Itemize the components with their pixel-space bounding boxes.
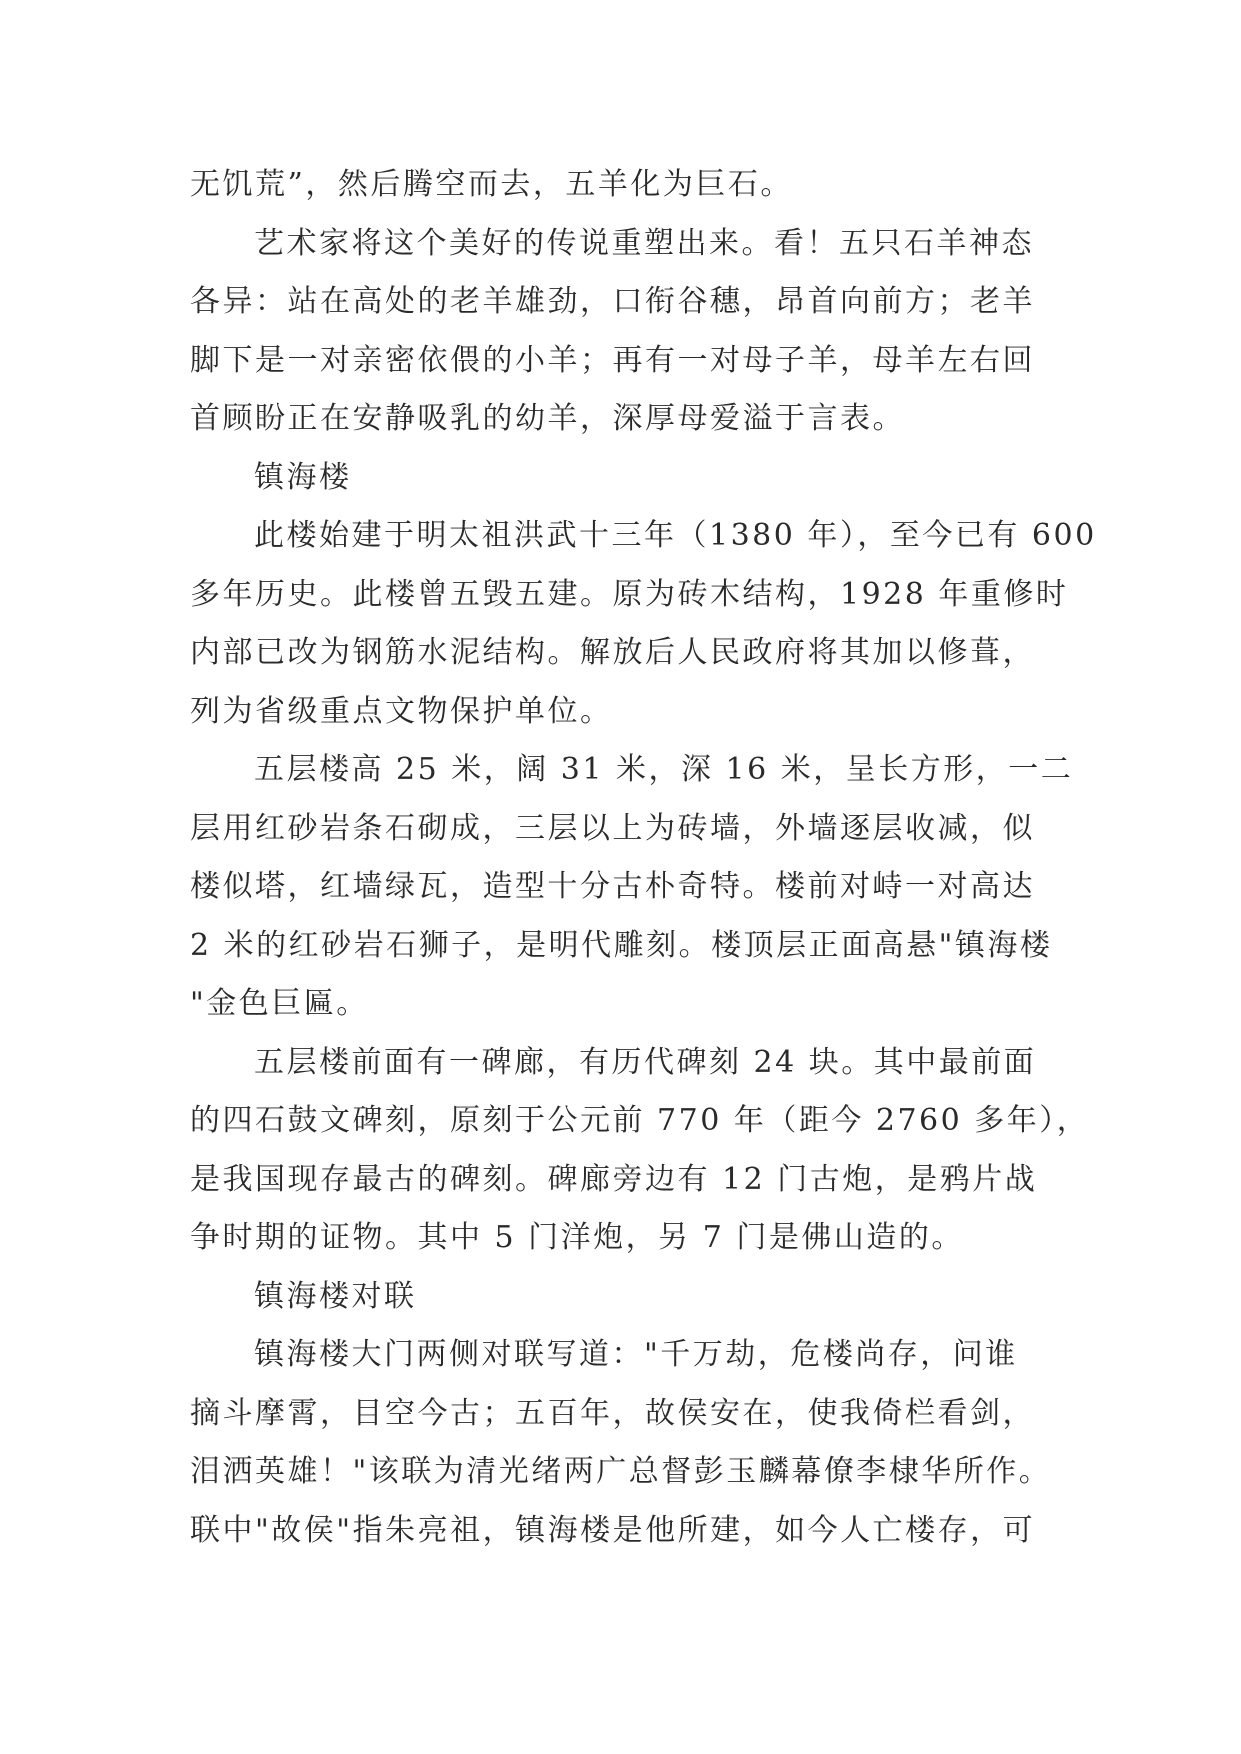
heading-text: 镇海楼对联 (254, 1278, 417, 1314)
paragraph (190, 1034, 1090, 1268)
paragraph (190, 156, 1060, 215)
paragraph (190, 507, 1097, 741)
paragraph-line: 内部已改为钢筋水泥结构。解放后人民政府将其加以修葺， (190, 635, 1035, 670)
paragraph (190, 1326, 1060, 1560)
paragraph-line: 五层楼前面有一碑廊，有历代碑刻 24 块。其中最前面 (254, 1044, 1037, 1080)
paragraph-line: 列为省级重点文物保护单位。 (190, 693, 613, 729)
paragraph-line: 首顾盼正在安静吸乳的幼羊，深厚母爱溢于言表。 (190, 401, 905, 436)
heading-text: 镇海楼 (254, 459, 352, 495)
paragraph-line: 脚下是一对亲密依偎的小羊；再有一对母子羊，母羊左右回 (190, 342, 1035, 378)
paragraph-line: 艺术家将这个美好的传说重塑出来。看！五只石羊神态 (254, 225, 1034, 261)
paragraph-line: 2 米的红砂岩石狮子，是明代雕刻。楼顶层正面高悬"镇海楼 (190, 927, 1053, 963)
paragraph-line: 此楼始建于明太祖洪武十三年（1380 年），至今已有 600 (254, 518, 1097, 553)
paragraph (190, 215, 1060, 449)
paragraph-line: 各异：站在高处的老羊雄劲，口衔谷穗，昂首向前方；老羊 (190, 284, 1035, 319)
paragraph-line: 多年历史。此楼曾五毁五建。原为砖木结构，1928 年重修时 (190, 576, 1069, 612)
paragraph-line: "金色巨匾。 (190, 986, 369, 1021)
paragraph-line: 镇海楼大门两侧对联写道："千万劫，危楼尚存，问谁 (254, 1337, 1018, 1372)
document-body (190, 156, 1097, 1560)
paragraph-line: 的四石鼓文碑刻，原刻于公元前 770 年（距今 2760 多年）， (190, 1103, 1090, 1138)
paragraph (190, 741, 1074, 1034)
paragraph-line: 争时期的证物。其中 5 门洋炮，另 7 门是佛山造的。 (190, 1220, 964, 1255)
paragraph-line: 摘斗摩霄，目空今古；五百年，故侯安在，使我倚栏看剑， (190, 1395, 1035, 1431)
paragraph-line: 无饥荒”，然后腾空而去，五羊化为巨石。 (190, 167, 793, 202)
paragraph-line: 层用红砂岩条石砌成，三层以上为砖墙，外墙逐层收减，似 (190, 810, 1035, 846)
paragraph-line: 泪洒英雄！"该联为清光绪两广总督彭玉麟幕僚李棣华所作。 (190, 1454, 1052, 1489)
paragraph-line: 是我国现存最古的碑刻。碑廊旁边有 12 门古炮，是鸦片战 (190, 1161, 1038, 1197)
section-heading (190, 449, 1060, 508)
paragraph-line: 楼似塔，红墙绿瓦，造型十分古朴奇特。楼前对峙一对高达 (190, 869, 1035, 904)
paragraph-line: 五层楼高 25 米，阔 31 米，深 16 米，呈长方形，一二 (254, 752, 1074, 787)
paragraph-line: 联中"故侯"指朱亮祖，镇海楼是他所建，如今人亡楼存，可 (190, 1512, 1036, 1548)
section-heading (190, 1268, 1060, 1327)
